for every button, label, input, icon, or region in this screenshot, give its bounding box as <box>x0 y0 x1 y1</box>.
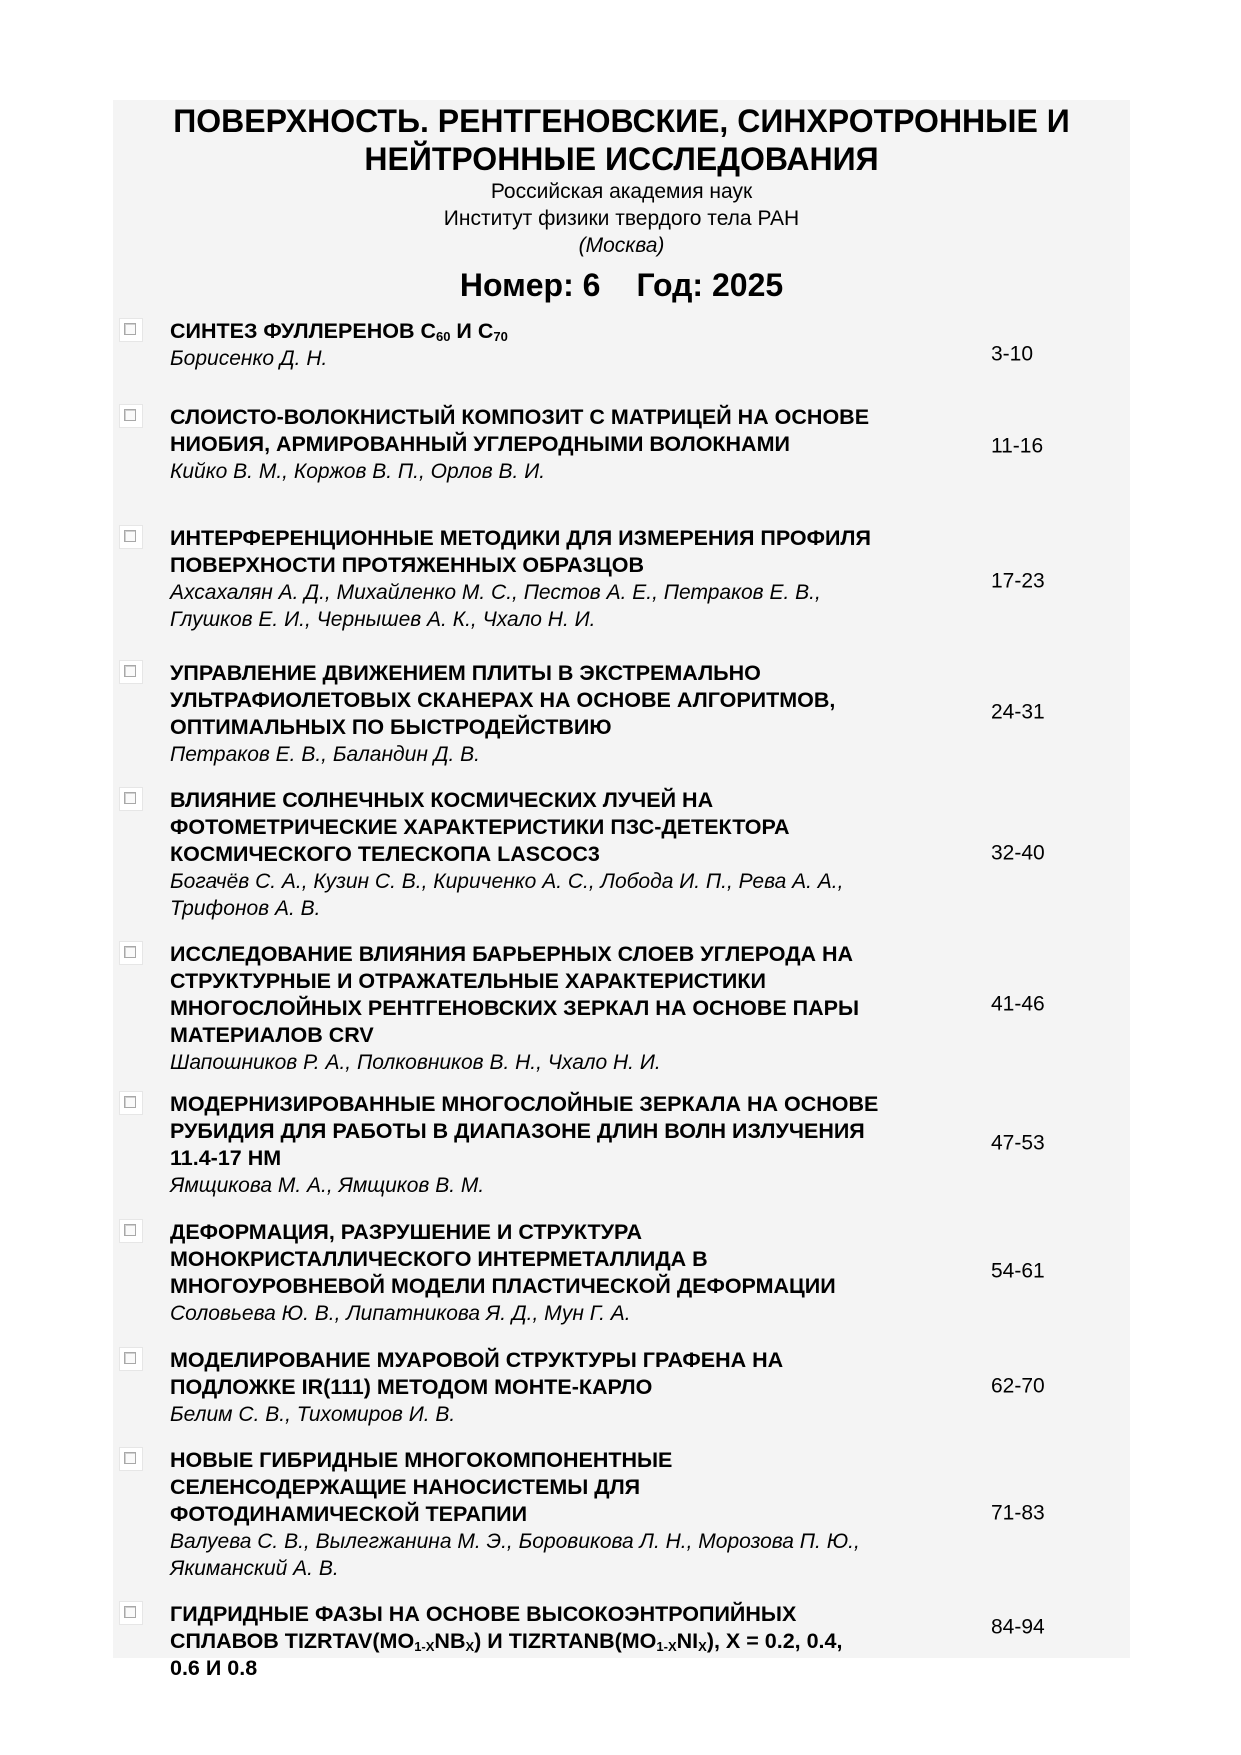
journal-title <box>113 102 1130 178</box>
article-pages: 3-10 <box>991 342 1034 366</box>
title-line: ОПТИМАЛЬНЫХ ПО БЫСТРОДЕЙСТВИЮ <box>170 715 612 739</box>
article-authors <box>170 741 945 768</box>
title-text: ) И TIZRTANB(MO <box>474 1629 657 1653</box>
title-line: ФОТОДИНАМИЧЕСКОЙ ТЕРАПИИ <box>170 1502 528 1526</box>
article-authors <box>170 868 945 922</box>
article-title[interactable] <box>170 660 945 741</box>
select-checkbox[interactable] <box>119 1447 143 1471</box>
authors-line: Богачёв С. А., Кузин С. В., Кириченко А. С., Лобода И. П., Рева А. А., <box>170 870 844 893</box>
title-line: ДЕФОРМАЦИЯ, РАЗРУШЕНИЕ И СТРУКТУРА <box>170 1220 643 1244</box>
title-line: СТРУКТУРНЫЕ И ОТРАЖАТЕЛЬНЫЕ ХАРАКТЕРИСТИКИ <box>170 969 766 993</box>
article-title[interactable] <box>170 1601 945 1682</box>
select-checkbox[interactable] <box>119 1219 143 1243</box>
article-pages: 32-40 <box>991 841 1045 865</box>
article-title[interactable] <box>170 1447 945 1528</box>
title-text: NB <box>434 1629 466 1653</box>
title-line: ПОДЛОЖКЕ IR(111) МЕТОДОМ МОНТЕ-КАРЛО <box>170 1375 653 1399</box>
authors-line: Соловьева Ю. В., Липатникова Я. Д., Мун Г. А. <box>170 1302 631 1325</box>
title-line: МОНОКРИСТАЛЛИЧЕСКОГО ИНТЕРМЕТАЛЛИДА В <box>170 1247 708 1271</box>
article-pages: 62-70 <box>991 1374 1045 1398</box>
article-item <box>113 941 1130 1091</box>
article-item <box>113 1219 1130 1347</box>
publisher: Российская академия наук <box>490 180 753 203</box>
title-line: НОВЫЕ ГИБРИДНЫЕ МНОГОКОМПОНЕНТНЫЕ <box>170 1448 673 1472</box>
title-text: СПЛАВОВ TIZRTAV(MO <box>170 1629 415 1653</box>
title-line: ВЛИЯНИЕ СОЛНЕЧНЫХ КОСМИЧЕСКИХ ЛУЧЕЙ НА <box>170 788 714 812</box>
article-title[interactable] <box>170 941 945 1049</box>
title-line: СЛОИСТО-ВОЛОКНИСТЫЙ КОМПОЗИТ С МАТРИЦЕЙ НА ОСНОВЕ <box>170 405 870 429</box>
article-pages: 24-31 <box>991 700 1045 724</box>
authors-line: Глушков Е. И., Чернышев А. К., Чхало Н. И. <box>170 608 596 631</box>
issue-line <box>113 265 1130 305</box>
city: (Москва) <box>578 234 665 257</box>
article-authors <box>170 1172 945 1199</box>
article-list <box>113 318 1130 1681</box>
article-authors <box>170 1401 945 1428</box>
title-text: ), X = 0.2, 0.4, <box>706 1629 843 1653</box>
title-line: УЛЬТРАФИОЛЕТОВЫХ СКАНЕРАХ НА ОСНОВЕ АЛГОРИТМОВ, <box>170 688 836 712</box>
select-checkbox[interactable] <box>119 1601 143 1625</box>
title-text: СИНТЕЗ ФУЛЛЕРЕНОВ C <box>170 319 436 343</box>
title-line: ИССЛЕДОВАНИЕ ВЛИЯНИЯ БАРЬЕРНЫХ СЛОЕВ УГЛЕРОДА НА <box>170 942 854 966</box>
authors-line: Ахсахалян А. Д., Михайленко М. С., Пестов А. Е., Петраков Е. В., <box>170 581 821 604</box>
title-line: МНОГОУРОВНЕВОЙ МОДЕЛИ ПЛАСТИЧЕСКОЙ ДЕФОРМАЦИИ <box>170 1274 836 1298</box>
select-checkbox[interactable] <box>119 404 143 428</box>
article-item <box>113 1347 1130 1447</box>
authors-line: Якиманский А. В. <box>170 1557 339 1580</box>
select-checkbox[interactable] <box>119 1347 143 1371</box>
authors-line: Белим С. В., Тихомиров И. В. <box>170 1403 456 1426</box>
article-authors <box>170 1300 945 1327</box>
article-item <box>113 1601 1130 1681</box>
article-authors <box>170 579 945 633</box>
article-pages: 84-94 <box>991 1615 1045 1639</box>
article-authors <box>170 1528 945 1582</box>
subscript: 70 <box>493 329 508 344</box>
article-pages: 17-23 <box>991 569 1045 593</box>
authors-line: Трифонов А. В. <box>170 897 321 920</box>
article-item <box>113 787 1130 941</box>
authors-line: Петраков Е. В., Баландин Д. В. <box>170 743 481 766</box>
subscript: X <box>465 1639 475 1654</box>
article-title[interactable] <box>170 1091 945 1172</box>
title-line <box>170 1628 945 1655</box>
journal-title-line-2: НЕЙТРОННЫЕ ИССЛЕДОВАНИЯ <box>364 141 879 177</box>
title-line: 11.4-17 НМ <box>170 1146 282 1170</box>
select-checkbox[interactable] <box>119 660 143 684</box>
select-checkbox[interactable] <box>119 318 143 342</box>
select-checkbox[interactable] <box>119 1091 143 1115</box>
article-authors <box>170 458 945 485</box>
select-checkbox[interactable] <box>119 787 143 811</box>
issue-year: Год: 2025 <box>636 267 784 303</box>
article-item <box>113 404 1130 525</box>
subscript: 1-X <box>414 1639 435 1654</box>
title-text: NI <box>676 1629 699 1653</box>
article-authors <box>170 1049 945 1076</box>
select-checkbox[interactable] <box>119 525 143 549</box>
article-title[interactable] <box>170 1347 945 1401</box>
subscript: X <box>698 1639 707 1654</box>
article-authors <box>170 345 945 372</box>
subscript: 1-X <box>656 1639 677 1654</box>
title-line: МОДЕЛИРОВАНИЕ МУАРОВОЙ СТРУКТУРЫ ГРАФЕНА НА <box>170 1348 784 1372</box>
article-pages: 54-61 <box>991 1259 1045 1283</box>
title-line: СЕЛЕНСОДЕРЖАЩИЕ НАНОСИСТЕМЫ ДЛЯ <box>170 1475 641 1499</box>
article-item <box>113 1447 1130 1601</box>
authors-line: Валуева С. В., Вылегжанина М. Э., Боровикова Л. Н., Морозова П. Ю., <box>170 1530 860 1553</box>
article-title[interactable] <box>170 404 945 458</box>
title-line: ГИДРИДНЫЕ ФАЗЫ НА ОСНОВЕ ВЫСОКОЭНТРОПИЙНЫХ <box>170 1602 797 1626</box>
title-line: РУБИДИЯ ДЛЯ РАБОТЫ В ДИАПАЗОНЕ ДЛИН ВОЛН ИЗЛУЧЕНИЯ <box>170 1119 865 1143</box>
title-line: МНОГОСЛОЙНЫХ РЕНТГЕНОВСКИХ ЗЕРКАЛ НА ОСНОВЕ ПАРЫ <box>170 996 860 1020</box>
authors-line: Борисенко Д. Н. <box>170 347 328 370</box>
article-pages: 41-46 <box>991 992 1045 1016</box>
title-line: КОСМИЧЕСКОГО ТЕЛЕСКОПА LASCOC3 <box>170 842 600 866</box>
authors-line: Ямщикова М. А., Ямщиков В. М. <box>170 1174 485 1197</box>
title-line: НИОБИЯ, АРМИРОВАННЫЙ УГЛЕРОДНЫМИ ВОЛОКНАМИ <box>170 432 790 456</box>
article-pages: 71-83 <box>991 1501 1045 1525</box>
article-pages: 47-53 <box>991 1131 1045 1155</box>
title-line: УПРАВЛЕНИЕ ДВИЖЕНИЕМ ПЛИТЫ В ЭКСТРЕМАЛЬНО <box>170 661 761 685</box>
journal-header <box>113 100 1130 305</box>
article-item <box>113 318 1130 404</box>
article-title[interactable] <box>170 1219 945 1300</box>
article-item <box>113 660 1130 787</box>
article-title[interactable] <box>170 525 945 579</box>
authors-line: Шапошников Р. А., Полковников В. Н., Чхало Н. И. <box>170 1051 661 1074</box>
issue-number: Номер: 6 <box>459 267 601 303</box>
select-checkbox[interactable] <box>119 941 143 965</box>
title-line: ИНТЕРФЕРЕНЦИОННЫЕ МЕТОДИКИ ДЛЯ ИЗМЕРЕНИЯ ПРОФИЛЯ <box>170 526 871 550</box>
article-item <box>113 1091 1130 1219</box>
title-line: МАТЕРИАЛОВ CRV <box>170 1023 374 1047</box>
title-line: ПОВЕРХНОСТИ ПРОТЯЖЕННЫХ ОБРАЗЦОВ <box>170 553 645 577</box>
article-title[interactable] <box>170 787 945 868</box>
title-line: 0.6 И 0.8 <box>170 1656 258 1680</box>
authors-line: Кийко В. М., Коржов В. П., Орлов В. И. <box>170 460 546 483</box>
title-line: МОДЕРНИЗИРОВАННЫЕ МНОГОСЛОЙНЫЕ ЗЕРКАЛА НА ОСНОВЕ <box>170 1092 879 1116</box>
journal-title-line-1: ПОВЕРХНОСТЬ. РЕНТГЕНОВСКИЕ, СИНХРОТРОННЫЕ И <box>173 103 1070 139</box>
title-line: ФОТОМЕТРИЧЕСКИЕ ХАРАКТЕРИСТИКИ ПЗС-ДЕТЕКТОРА <box>170 815 790 839</box>
title-text: И C <box>450 319 494 343</box>
institute: Институт физики твердого тела РАН <box>443 207 800 230</box>
article-title[interactable] <box>170 318 945 345</box>
article-pages: 11-16 <box>991 434 1044 458</box>
subscript: 60 <box>435 329 451 344</box>
article-item <box>113 525 1130 660</box>
